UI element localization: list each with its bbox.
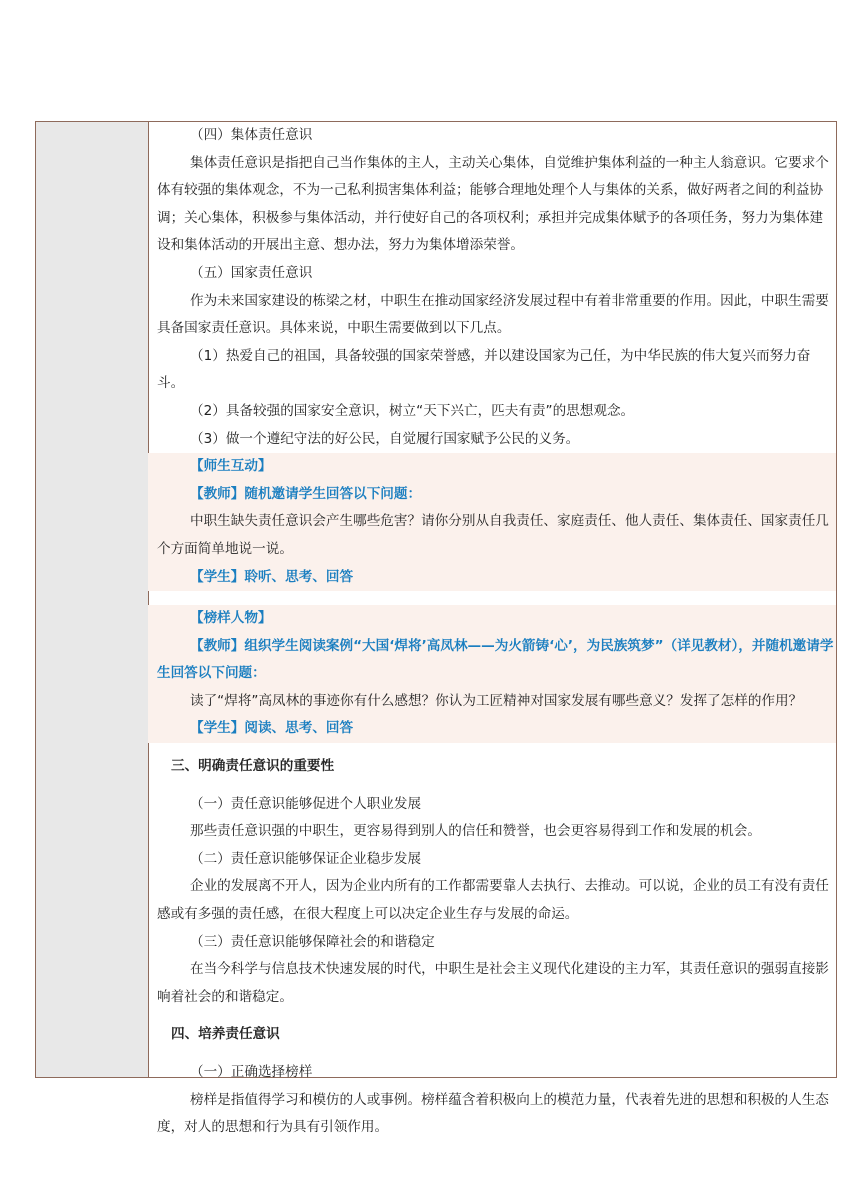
question-text: 中职生缺失责任意识会产生哪些危害？请你分别从自我责任、家庭责任、他人责任、集体责任、国家责任几个方面简单地说一说。: [157, 513, 829, 557]
subheading-collective: （四）集体责任意识: [190, 127, 313, 143]
paragraph: 那些责任意识强的中职生，更容易得到别人的信任和赞誉，也会更容易得到工作和发展的机会。: [190, 823, 761, 840]
section-heading-cultivate: 四、培养责任意识: [171, 1026, 280, 1043]
interaction-title: 【榜样人物】: [190, 610, 272, 627]
subheading: （一）正确选择榜样: [190, 1064, 313, 1080]
student-activity: 【学生】阅读、思考、回答: [190, 720, 354, 737]
list-item: （2）具备较强的国家安全意识，树立“天下兴亡，匹夫有责”的思想观念。: [190, 402, 635, 419]
teacher-instruction: 【教师】随机邀请学生回答以下问题：: [190, 485, 422, 502]
subheading: （三）责任意识能够保障社会的和谐稳定: [190, 933, 435, 950]
subheading-national: （五）国家责任意识: [190, 264, 313, 281]
content-cell: [157, 122, 836, 1142]
left-label-cell: [36, 122, 149, 1077]
list-item: （3）做一个遵纪守法的好公民，自觉履行国家赋予公民的义务。: [190, 430, 580, 447]
section-heading-importance: 三、明确责任意识的重要性: [171, 758, 335, 775]
interaction-box-teacher-student: [148, 453, 836, 591]
paragraph: 企业的发展离不开人，因为企业内所有的工作都需要靠人去执行、去推动。可以说，企业的员工有没有责任感或有多强的责任感，在很大程度上可以决定企业生存与发展的命运。: [157, 878, 829, 923]
subheading: （二）责任意识能够保证企业稳步发展: [190, 850, 422, 867]
teacher-instruction: 【教师】组织学生阅读案例“大国‘焊将’高凤林——为火箭铸‘心’，为民族筑梦”（详见教材），并随机邀请学生回答以下问题：: [157, 637, 834, 682]
paragraph: 在当今科学与信息技术快速发展的时代，中职生是社会主义现代化建设的主力军，其责任意识的强弱直接影响着社会的和谐稳定。: [157, 961, 829, 1005]
paragraph: 榜样是指值得学习和模仿的人或事例。榜样蕴含着积极向上的模范力量，代表着先进的思想和积极的人生态度，对人的思想和行为具有引领作用。: [157, 1091, 829, 1136]
student-activity: 【学生】聆听、思考、回答: [190, 568, 354, 585]
interaction-box-role-model: [148, 605, 836, 743]
list-item: （1）热爱自己的祖国，具备较强的国家荣誉感，并以建设国家为己任，为中华民族的伟大复兴而努力奋斗。: [157, 347, 811, 392]
interaction-title: 【师生互动】: [190, 458, 272, 475]
paragraph-collective: 集体责任意识是指把自己当作集体的主人，主动关心集体，自觉维护集体利益的一种主人翁意识。它要求个体有较强的集体观念，不为一己私利损害集体利益；能够合理地处理个人与集体的关系，做好两者之间的利益协调；关心集体，积极参与集体活动，并行使好自己的各项权利；承担并完成集体赋予的各项任务，努力为集体建设和集体活动的开展出主意、想办法，努力为集体增添荣誉。: [157, 154, 829, 254]
question-text: 读了“焊将”高凤林的事迹你有什么感想？你认为工匠精神对国家发展有哪些意义？发挥了怎样的作用？: [190, 692, 803, 709]
paragraph-national: 作为未来国家建设的栋梁之材，中职生在推动国家经济发展过程中有着非常重要的作用。因此，中职生需要具备国家责任意识。具体来说，中职生需要做到以下几点。: [157, 292, 829, 337]
subheading: （一）责任意识能够促进个人职业发展: [190, 795, 422, 812]
lesson-table: [35, 121, 837, 1136]
